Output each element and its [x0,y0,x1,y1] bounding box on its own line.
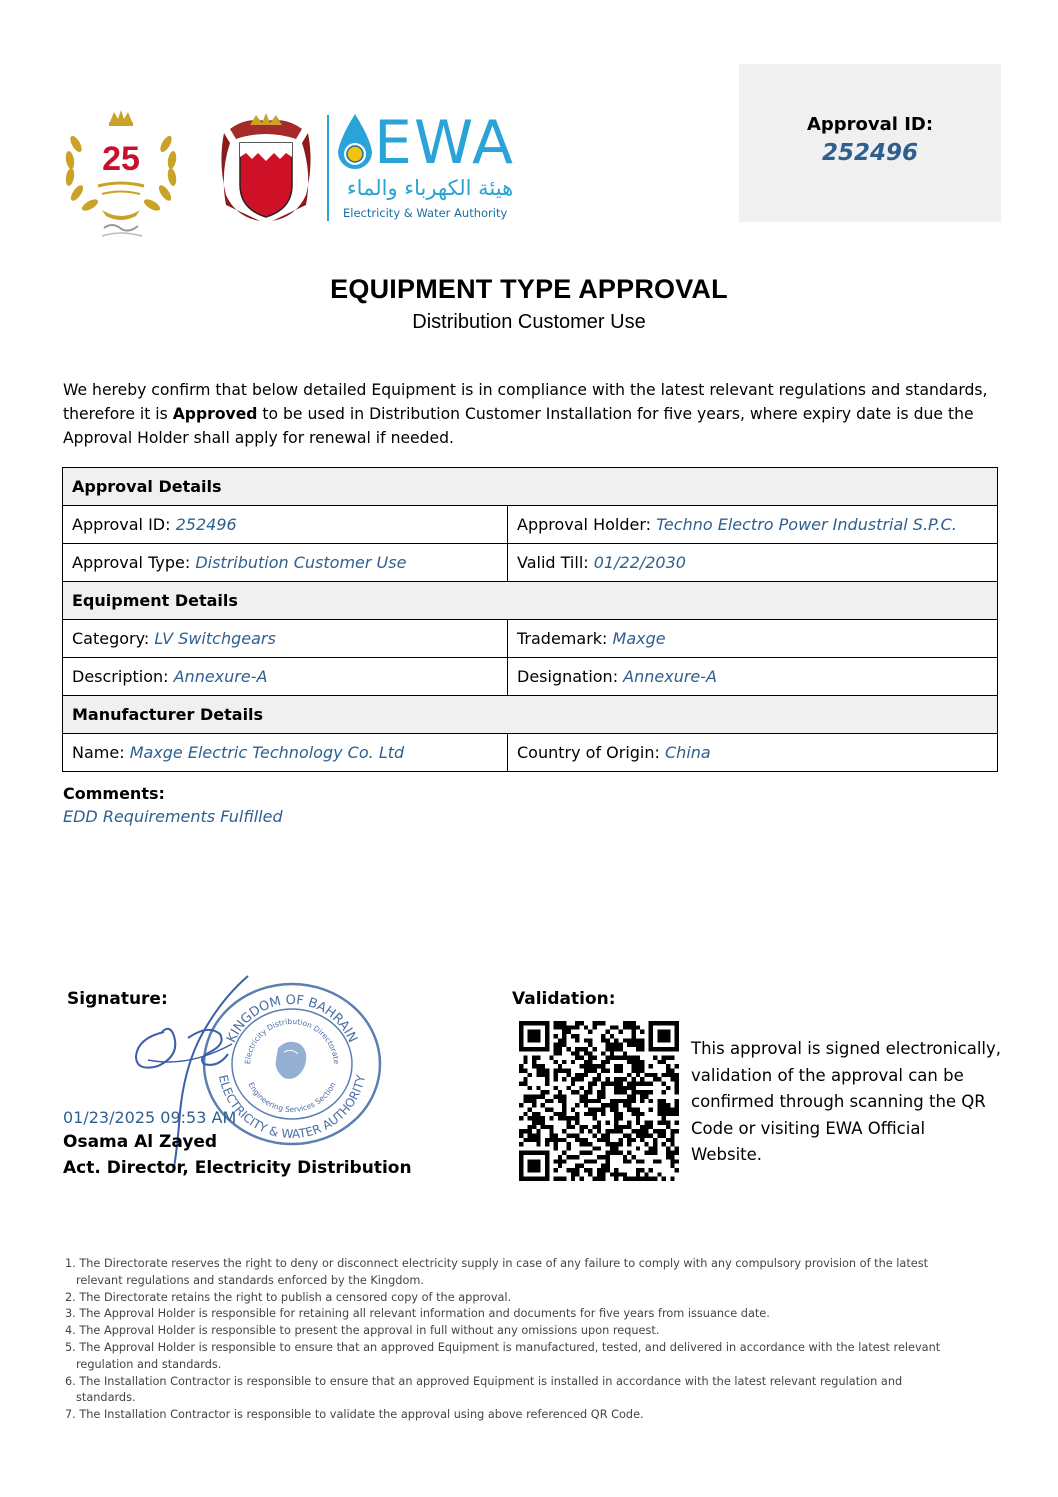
table-row [63,506,998,544]
terms-notes [65,1256,965,1424]
note-item: 5. The Approval Holder is responsible to ensure that an approved Equipment is manufactured, tested, and delivered in accordance with the latest relevant regulation and standards. [65,1340,941,1371]
manufacturer-name-cell: Name: Maxge Electric Technology Co. Ltd [63,734,508,772]
intro-paragraph [63,378,1003,450]
note-item: 3. The Approval Holder is responsible for retaining all relevant information and documents for five years from issuance date. [65,1307,770,1321]
validation-qr-code[interactable] [519,1021,679,1181]
signatory-name: Osama Al Zayed [63,1132,218,1152]
trademark-cell: Trademark: Maxge [508,620,998,658]
signature-datetime: 01/23/2025 09:53 AM [63,1108,237,1127]
valid-till-cell: Valid Till: 01/22/2030 [508,544,998,582]
manufacturer-name-value: Maxge Electric Technology Co. Ltd [129,743,405,762]
logo-divider [327,115,329,221]
approval-id-cell: Approval ID: 252496 [63,506,508,544]
approval-id-box [739,64,1001,222]
approval-type-cell: Approval Type: Distribution Customer Use [63,544,508,582]
note-item: 6. The Installation Contractor is responsible to ensure that an approved Equipment is installed in accordance with the latest relevant regulation and standards. [65,1374,903,1405]
designation-value: Annexure-A [623,667,717,686]
country-value: China [665,743,711,762]
approval-holder-value: Techno Electro Power Industrial S.P.C. [656,515,957,534]
table-row [63,544,998,582]
signatory-title: Act. Director, Electricity Distribution [63,1158,412,1178]
description-cell: Description: Annexure-A [63,658,508,696]
table-row [63,468,998,506]
approval-id-label: Approval ID: [806,114,934,135]
signature-label: Signature: [67,989,168,1009]
valid-till-value: 01/22/2030 [593,553,686,572]
approval-id-value: 252496 [175,515,237,534]
stamp-outer-bottom-text: ELECTRICITY & WATER AUTHORITY [215,1073,369,1142]
table-row [63,582,998,620]
approval-holder-cell: Approval Holder: Techno Electro Power Industrial S.P.C. [508,506,998,544]
stamp-inner-top-text: Electricity Distribution Directorate [242,1016,342,1065]
approval-type-value: Distribution Customer Use [195,553,407,572]
validation-text: This approval is signed electronically, validation of the approval can be confirmed through scanning the QR Code or visiting EWA Official Website. [691,1039,1001,1164]
note-item: 2. The Directorate retains the right to publish a censored copy of the approval. [65,1290,512,1304]
section-manufacturer-details: Manufacturer Details [63,696,998,734]
note-item: 1. The Directorate reserves the right to deny or disconnect electricity supply in case of any failure to comply with any compulsory provision of the latest relevant regulations and standards enforced by the Kingdom. [65,1257,929,1287]
country-cell: Country of Origin: China [508,734,998,772]
intro-text-2: to be used in Distribution Customer Installation for five years, where expiry date is due the Approval Holder shall apply for renewal if needed. [63,405,974,447]
trademark-value: Maxge [612,629,666,648]
designation-cell: Designation: Annexure-A [508,658,998,696]
note-item: 4. The Approval Holder is responsible to present the approval in full without any omissions upon request. [65,1324,660,1338]
table-row [63,734,998,772]
jubilee-number: 25 [102,140,140,178]
jubilee-logo [62,106,180,242]
ewa-arabic-name: هيئة الكهرباء والماء [346,176,514,200]
table-row [63,658,998,696]
water-drop-icon [334,112,376,178]
ewa-english-name: Electricity & Water Authority [343,206,508,220]
section-equipment-details: Equipment Details [63,582,998,620]
comments-label: Comments: [63,784,165,803]
note-item: 7. The Installation Contractor is responsible to validate the approval using above referenced QR Code. [65,1408,644,1422]
stamp-outer-top-text: KINGDOM OF BAHRAIN [224,992,360,1046]
document-subtitle: Distribution Customer Use [412,311,646,333]
table-row [63,696,998,734]
section-approval-details: Approval Details [63,468,998,506]
comments-text: EDD Requirements Fulfilled [63,807,283,826]
document-title: EQUIPMENT TYPE APPROVAL [330,274,728,304]
category-value: LV Switchgears [154,629,276,648]
description-value: Annexure-A [173,667,268,686]
stamp-inner-bottom-text: Engineering Services Section [246,1080,338,1115]
bahrain-coat-of-arms-logo [216,113,316,225]
ewa-logo [334,108,524,224]
validation-label: Validation: [512,989,616,1009]
details-table [62,467,998,772]
category-cell: Category: LV Switchgears [63,620,508,658]
intro-text-1: We hereby confirm that below detailed Equipment is in compliance with the latest relevant regulations and standards, therefore it is [63,381,988,423]
approval-id-value: 252496 [821,140,919,166]
ewa-logo-text: EWA [374,108,515,178]
intro-approved: Approved [172,405,258,423]
table-row [63,620,998,658]
